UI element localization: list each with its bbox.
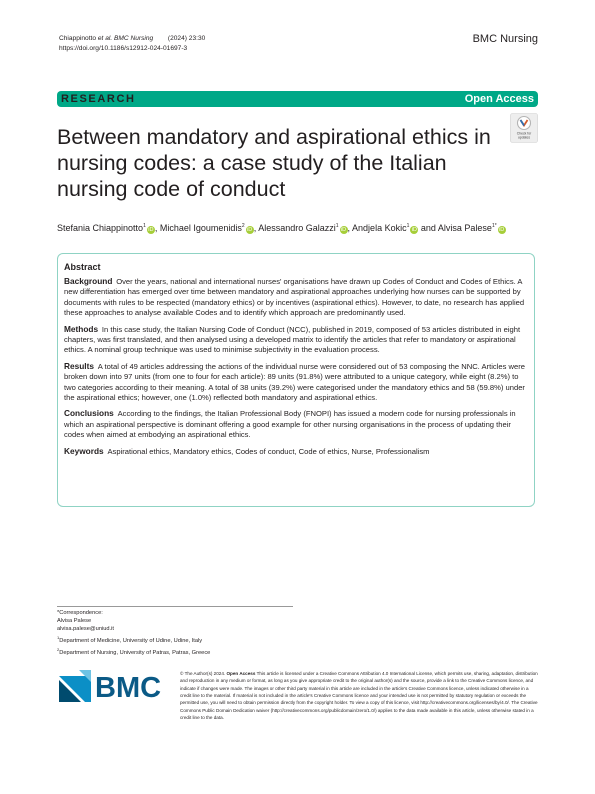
- author-name: Michael Igoumenidis: [159, 223, 242, 233]
- bmc-logo-text: BMC: [95, 672, 162, 704]
- abstract-section-label: Results: [64, 360, 94, 371]
- author-affiliation-sup: 1: [143, 223, 146, 229]
- abstract-section-text: Aspirational ethics, Mandatory ethics, Codes of conduct, Code of ethics, Nurse, Professionalism: [107, 446, 430, 456]
- orcid-icon[interactable]: iD: [499, 227, 505, 233]
- abstract-section: [64, 408, 528, 440]
- author-affiliation-sup: 1: [406, 223, 410, 229]
- check-for-updates-icon: [510, 113, 538, 143]
- author-name: Andjela Kokic: [352, 223, 407, 233]
- abstract-section: [64, 324, 528, 356]
- abstract-section-label: Keywords: [64, 445, 104, 456]
- abstract-sections: [64, 276, 528, 457]
- abstract-section-label: Methods: [64, 323, 99, 334]
- license-text: [180, 670, 540, 721]
- author-separator: ,: [347, 223, 353, 233]
- abstract-heading: Abstract: [64, 262, 101, 272]
- correspondence-label: *Correspondence:: [57, 610, 103, 616]
- open-access-label: Open Access: [464, 93, 534, 105]
- abstract-section-text: In this case study, the Italian Nursing Code of Conduct (NCC), published in 2019, composed of 53 articles distributed in eight chapters, was first translated, and then analysed using a developed matrix to identify the articles that refer to mandatory or aspirational ethics. A nominal group technique was used to minimise subjectivity in the evaluation process.: [64, 324, 521, 355]
- correspondence-email[interactable]: alvisa.palese@uniud.it: [57, 625, 114, 632]
- affiliation-2-number: 2: [57, 646, 60, 652]
- affiliation-2-text: Department of Nursing, University of Patras, Patras, Greece: [59, 649, 211, 656]
- author-affiliation-sup: 1*: [491, 223, 497, 229]
- abstract-section-text: A total of 49 articles addressing the actions of the individual nurse were considered out of 53 composing the NNC. Articles were broken down into 97 units (from one to four for each article): 89 units (91.8%) were attributed to a unique category, while eight (8.2%) to two categories according to their meaning. A total of 38 units (39.2%) were categorised under the mandatory ethics and 58 (59.8%) under the aspirational ethics; however, one (1.0%) reflected both mandatory and aspirational ethics.: [64, 361, 525, 403]
- author-affiliation-sup: 2: [241, 223, 245, 229]
- license-copyright: © The Author(s) 2024.: [180, 671, 226, 676]
- abstract-section-text: According to the findings, the Italian Professional Body (FNOPI) has issued a modern code for nursing professionals in which an aspirational perspective is dominant offering a good example for other nursing organisations in the process of updating their codes when aimed at embodying an aspirational ethics.: [64, 409, 516, 440]
- orcid-icon[interactable]: iD: [411, 227, 417, 233]
- citation-journal: BMC Nursing: [114, 35, 154, 42]
- footnote-separator: [57, 606, 293, 607]
- author-separator: and: [418, 223, 438, 233]
- abstract-section-label: Background: [64, 276, 113, 286]
- running-header-citation: [59, 34, 205, 54]
- affiliation-1-text: Department of Medicine, University of Udine, Udine, Italy: [59, 637, 203, 644]
- correspondence-name: Alvisa Palese: [57, 617, 92, 624]
- bmc-logo-icon: [57, 668, 172, 704]
- abstract-section: [64, 446, 528, 457]
- abstract-section-text: Over the years, national and international nurses' organisations have drawn up Codes of Conduct and Codes of Ethics. A new differentiation has emerged over time between mandatory and aspirational approaches underlying how nurses can be supported by documents with rules to be respected (mandatory ethics) or by incentives (aspirational ethics). However, to date, no research has applied these approaches to analyse available Codes and to identify which approach are predominantly used.: [64, 277, 525, 318]
- orcid-icon[interactable]: iD: [148, 227, 154, 233]
- orcid-icon[interactable]: iD: [340, 227, 347, 233]
- citation-etal: et al.: [97, 35, 113, 42]
- affiliation-2: [57, 646, 297, 658]
- doi-link[interactable]: https://doi.org/10.1186/s12912-024-01697-3: [59, 45, 188, 52]
- author-separator: ,: [154, 223, 160, 233]
- author-list: [57, 219, 542, 235]
- correspondence-block: [57, 610, 297, 657]
- affiliation-1-number: 1: [57, 634, 60, 640]
- author-separator: ,: [253, 223, 259, 233]
- author-name: Stefania Chiappinotto: [57, 223, 144, 233]
- author-affiliation-sup: 1: [335, 223, 339, 229]
- check-for-updates-badge[interactable]: [510, 113, 538, 143]
- author-name: Alessandro Galazzi: [258, 223, 336, 233]
- abstract-box: [57, 253, 535, 507]
- license-open-access: Open Access: [226, 671, 256, 676]
- abstract-section-label: Conclusions: [64, 408, 114, 419]
- badge-line-2: updates: [517, 135, 531, 140]
- abstract-section: [64, 276, 528, 319]
- affiliation-1: [57, 634, 297, 646]
- citation-authors: Chiappinotto: [59, 35, 97, 42]
- author-name: Alvisa Palese: [437, 223, 492, 233]
- citation-year-volume: (2024) 23:30: [167, 35, 206, 42]
- orcid-icon[interactable]: iD: [247, 227, 253, 233]
- license-body: This article is licensed under a Creative Commons Attribution 4.0 International License, which permits use, sharing, adaptation, distribution and reproduction in any medium or format, as long as you give appropriate credit to the original author(s) and the source, provide a link to the Creative Commons licence, and indicate if changes were made. The images or other third party material in this article are included in the article's Creative Commons licence, unless indicated otherwise in a credit line to the material. If material is not included in the article's Creative Commons licence and your intended use is not permitted by statutory regulation or exceeds the permitted use, you will need to obtain permission directly from the copyright holder. To view a copy of this licence, visit http://creativecommons.org/licenses/by/4.0/. The Creative Commons Public Domain Dedication waiver (http://creativecommons.org/publicdomain/zero/1.0/) applies to the data made available in this article, unless otherwise stated in a credit line to the data.: [180, 671, 538, 721]
- journal-name: BMC Nursing: [472, 33, 538, 45]
- bmc-logo: [57, 668, 172, 704]
- article-type-label: RESEARCH: [61, 93, 136, 105]
- article-type-banner: [57, 91, 538, 107]
- abstract-section: [64, 361, 528, 404]
- badge-line-1: Check for: [516, 131, 532, 136]
- article-title: Between mandatory and aspirational ethics in nursing codes: a case study of the Italian nursing code of conduct: [57, 125, 491, 201]
